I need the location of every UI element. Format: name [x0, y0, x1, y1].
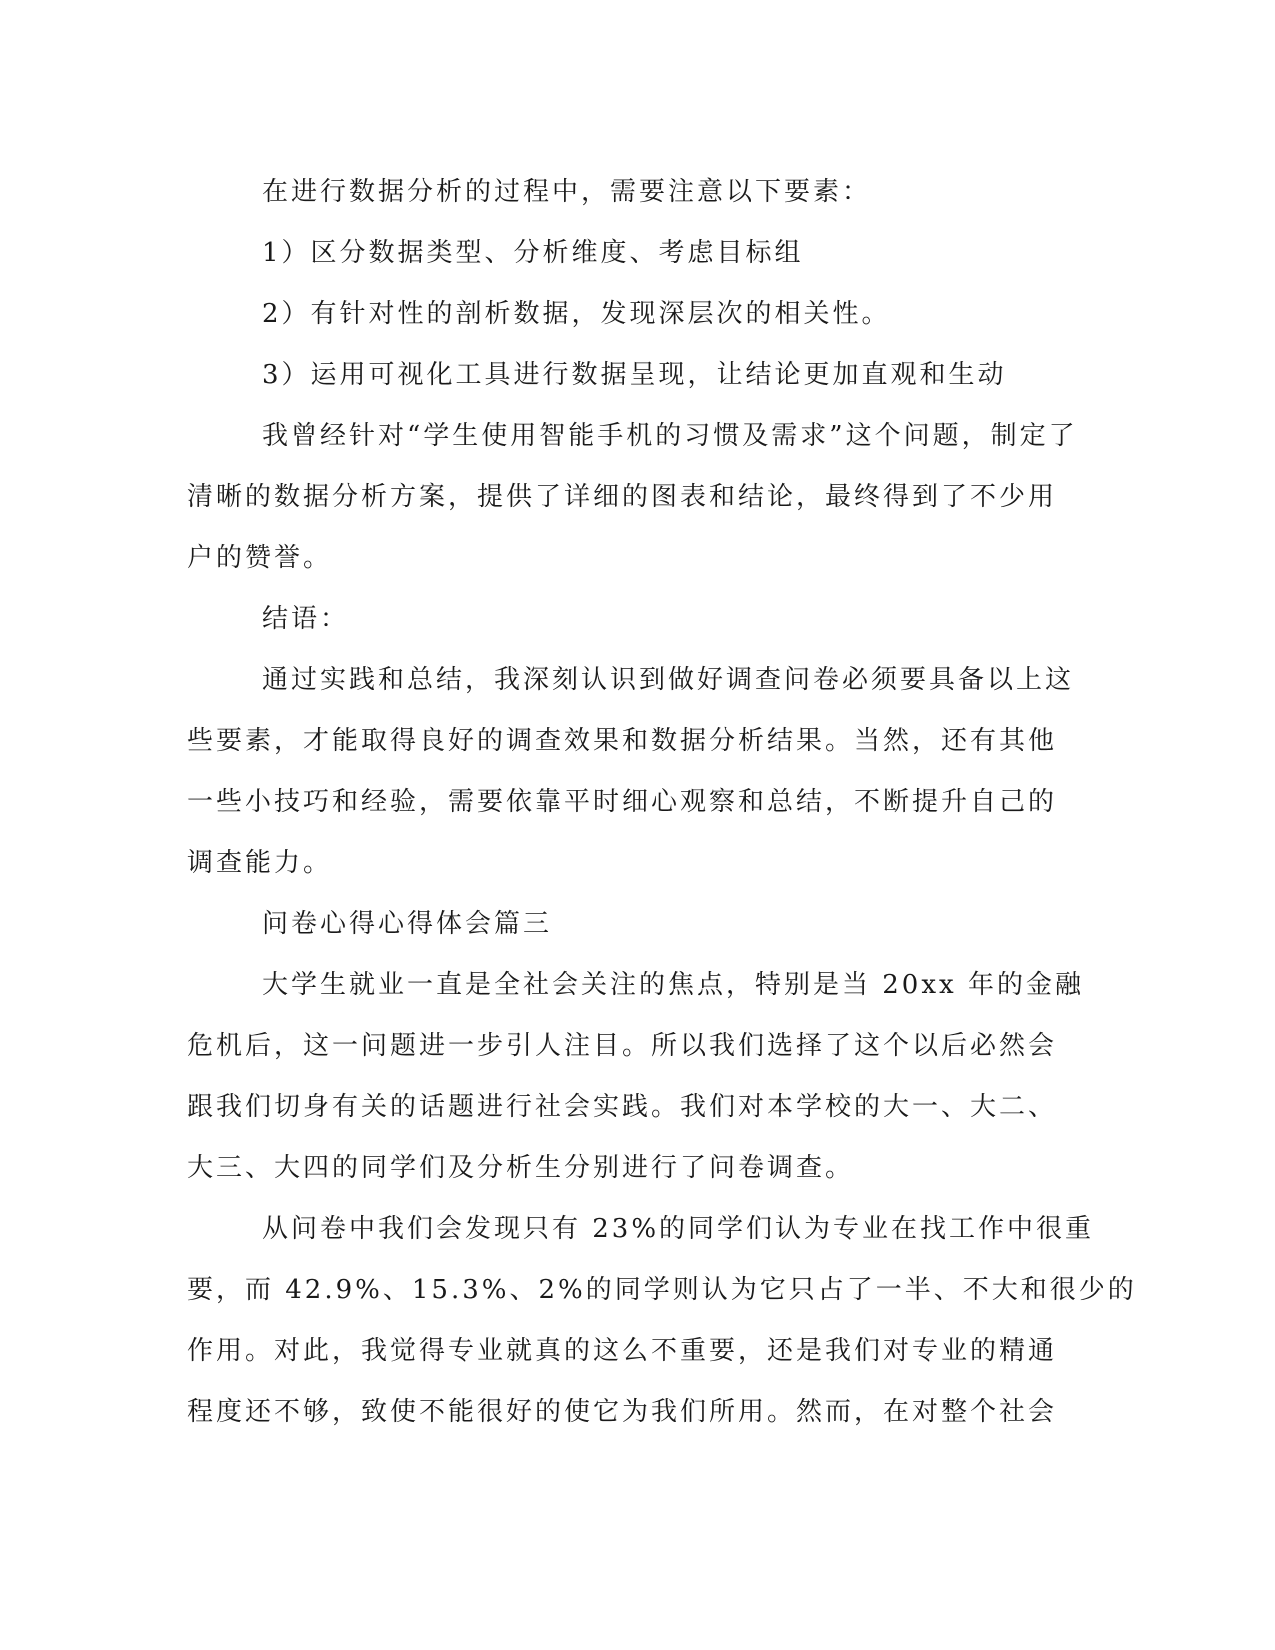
text-line: 要，而 42.9%、15.3%、2%的同学则认为它只占了一半、不大和很少的	[187, 1275, 1137, 1305]
text-line: 危机后，这一问题进一步引人注目。所以我们选择了这个以后必然会	[187, 1031, 1058, 1061]
text-line: 通过实践和总结，我深刻认识到做好调查问卷必须要具备以上这	[262, 665, 1075, 695]
text-line: 一些小技巧和经验，需要依靠平时细心观察和总结，不断提升自己的	[187, 787, 1058, 817]
text-line: 从问卷中我们会发现只有 23%的同学们认为专业在找工作中很重	[262, 1214, 1095, 1244]
text-line: 户的赞誉。	[187, 543, 333, 573]
section-heading: 结语：	[262, 604, 350, 634]
list-item: 3）运用可视化工具进行数据呈现，让结论更加直观和生动	[262, 360, 1007, 390]
text-line: 我曾经针对“学生使用智能手机的习惯及需求”这个问题，制定了	[262, 421, 1078, 451]
text-line: 在进行数据分析的过程中，需要注意以下要素：	[262, 177, 872, 207]
text-line: 大三、大四的同学们及分析生分别进行了问卷调查。	[187, 1153, 855, 1183]
text-line: 跟我们切身有关的话题进行社会实践。我们对本学校的大一、大二、	[187, 1092, 1058, 1122]
text-line: 调查能力。	[187, 848, 333, 878]
text-line: 清晰的数据分析方案，提供了详细的图表和结论，最终得到了不少用	[187, 482, 1058, 512]
document-body	[187, 162, 1137, 1443]
text-line: 些要素，才能取得良好的调查效果和数据分析结果。当然，还有其他	[187, 726, 1058, 756]
text-line: 作用。对此，我觉得专业就真的这么不重要，还是我们对专业的精通	[187, 1336, 1058, 1366]
text-line: 大学生就业一直是全社会关注的焦点，特别是当 20xx 年的金融	[262, 970, 1084, 1000]
list-item: 2）有针对性的剖析数据，发现深层次的相关性。	[262, 299, 891, 329]
list-item: 1）区分数据类型、分析维度、考虑目标组	[262, 238, 804, 268]
section-heading: 问卷心得心得体会篇三	[262, 909, 553, 939]
text-line: 程度还不够，致使不能很好的使它为我们所用。然而，在对整个社会	[187, 1397, 1058, 1427]
